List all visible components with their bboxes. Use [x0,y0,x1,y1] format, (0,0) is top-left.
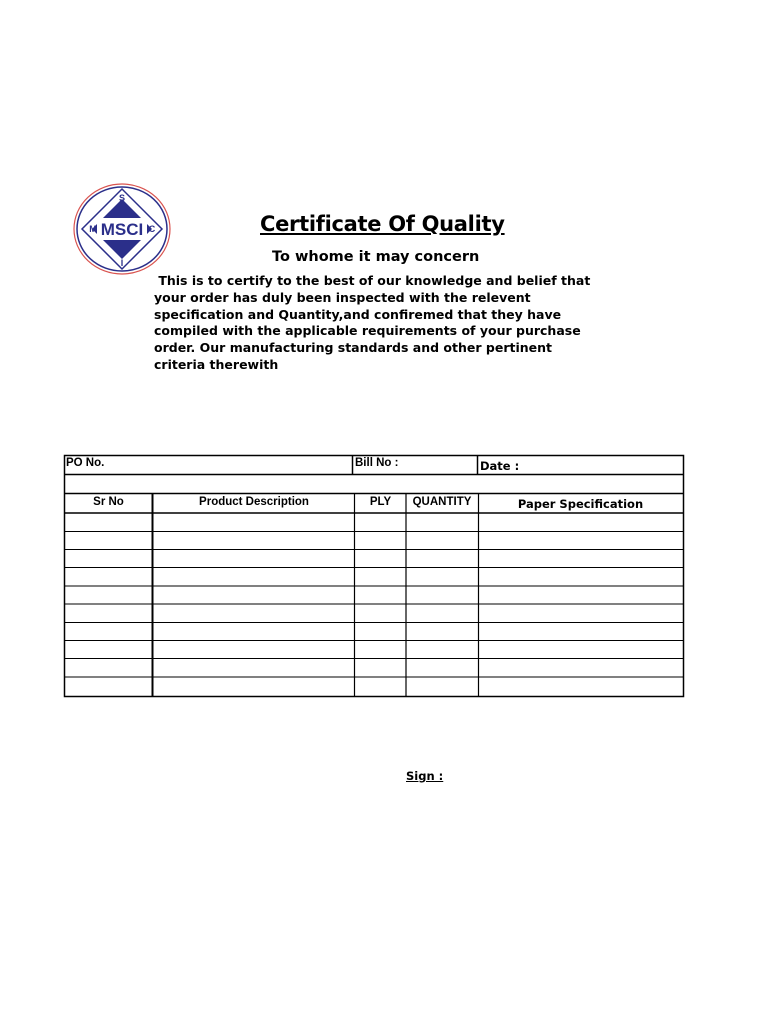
body-line: your order has duly been inspected with the relevent [154,289,531,305]
table-border [65,456,684,697]
column-header-sr-no: Sr No [93,496,124,508]
page-title: Certificate Of Quality [260,212,505,236]
svg-text:M: M [89,224,97,234]
po-number-label: PO No. [66,457,105,469]
column-header-product-description: Product Description [199,496,309,508]
svg-text:S: S [118,193,126,203]
body-line: criteria therewith [154,356,279,372]
date-label: Date : [480,459,520,473]
body-line: order. Our manufacturing standards and other pertinent [154,340,552,356]
body-line: specification and Quantity,and confiremed that they have [154,306,562,322]
column-header-paper-specification: Paper Specification [517,497,644,511]
body-line: compiled with the applicable requirements of your purchase [154,323,581,339]
bill-number-label: Bill No : [355,457,399,469]
column-header-quantity: QUANTITY [412,496,472,508]
svg-text:I: I [120,258,124,268]
logo-wordmark: MSCI [100,220,144,239]
body-line: This is to certify to the best of our knowledge and belief that [154,273,591,288]
sign-label: Sign : [406,769,444,783]
column-header-ply: PLY [369,496,392,508]
page-subtitle: To whome it may concern [272,249,480,265]
svg-text:C: C [148,224,156,234]
